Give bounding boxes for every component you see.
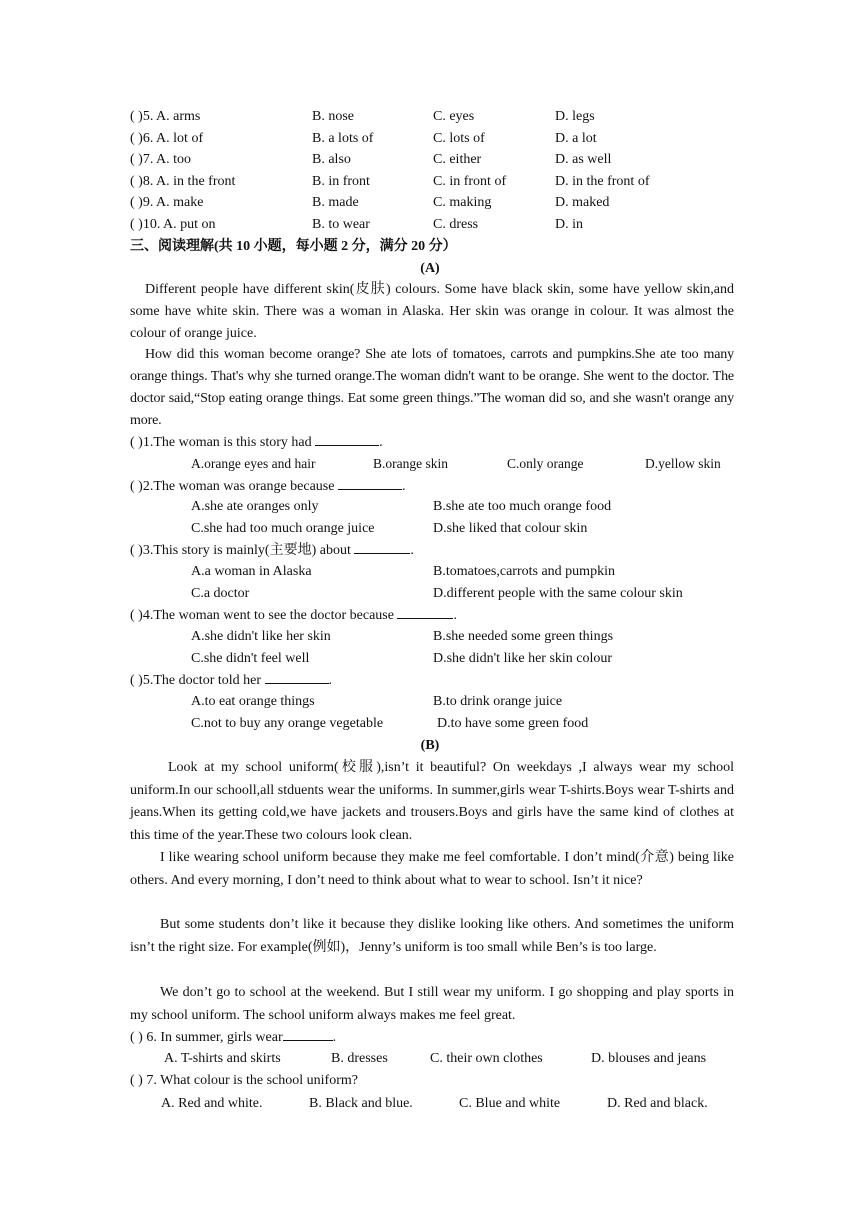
passage-b-label: (B) [420, 738, 440, 753]
option-d: D. blouses and jeans [591, 1051, 707, 1066]
answer-blank [283, 1028, 333, 1041]
option-c: C. either [433, 152, 482, 167]
option-c: C. lots of [433, 131, 485, 146]
option-d: D. a lot [555, 131, 597, 146]
option-c: C. their own clothes [430, 1051, 543, 1066]
option-d: D. maked [555, 195, 610, 210]
option-b: B. also [312, 152, 351, 167]
option-a: A. T-shirts and skirts [164, 1051, 281, 1066]
answer-blank [338, 477, 402, 490]
cloze-item-7: ( )7. A. too [130, 152, 192, 167]
option-a: A.to eat orange things [191, 694, 315, 709]
option-d: D. in the front of [555, 174, 650, 189]
option-c: C.she had too much orange juice [191, 521, 375, 536]
cloze-item-5: ( )5. A. arms [130, 109, 201, 124]
option-c: C. Blue and white [459, 1096, 561, 1111]
answer-blank [265, 671, 329, 684]
question-b-7: ( ) 7. What colour is the school uniform? [130, 1073, 358, 1088]
option-d: D.yellow skin [645, 456, 721, 471]
option-a: A. Red and white. [161, 1096, 263, 1111]
answer-blank [315, 433, 379, 446]
passage-a-paragraph-1: Different people have different skin(皮肤) colours. Some have black skin, some have yellow skin,and some have white skin. There was a woman in Alaska. Her skin was orange in colour. It was almost the colour of orange juice. [130, 282, 734, 341]
option-d: D. Red and black. [607, 1096, 708, 1111]
option-a: A.orange eyes and hair [191, 456, 316, 471]
option-b: B. Black and blue. [309, 1096, 413, 1111]
option-d: D. as well [555, 152, 612, 167]
option-c: C. eyes [433, 109, 475, 124]
option-c: C. dress [433, 217, 479, 232]
option-b: B. a lots of [312, 131, 374, 146]
passage-b-paragraph-1: Look at my school uniform(校服),isn’t it beautiful? On weekdays ,I always wear my school uniform.In our schooll,all stduents wear the uniforms. In summer,girls wear T-shirts.Boys wear T-shirts and jeans.When its getting cold,we have jackets and trousers.Boys and girls have the same kind of clothes at this time of the year.These two colours look clean. [130, 760, 734, 843]
question-a-2: ( )2.The woman was orange because . [130, 479, 406, 494]
passage-b-paragraph-3: But some students don’t like it because they dislike looking like others. And sometimes the uniform isn’t the right size. For example(例如)，Jenny’s uniform is too small while Ben’s is too large. [130, 917, 734, 955]
option-d: D.different people with the same colour skin [433, 586, 683, 601]
option-b: B.she needed some green things [433, 629, 614, 644]
passage-a-label: (A) [420, 261, 440, 276]
option-d: D.she didn't like her skin colour [433, 651, 613, 666]
question-a-5: ( )5.The doctor told her . [130, 673, 333, 688]
option-a: A.she ate oranges only [191, 499, 319, 514]
cloze-item-9: ( )9. A. make [130, 195, 204, 210]
option-c: C.only orange [507, 456, 584, 471]
option-b: B. in front [312, 174, 370, 189]
answer-blank [397, 606, 453, 619]
passage-b-paragraph-4: We don’t go to school at the weekend. But I still wear my uniform. I go shopping and play sports in my school uniform. The school uniform always makes me feel great. [130, 985, 734, 1023]
option-d: D. in [555, 217, 583, 232]
section-title: 三、阅读理解(共 10 小题，每小题 2 分，满分 20 分） [130, 239, 457, 254]
cloze-item-8: ( )8. A. in the front [130, 174, 236, 189]
option-d: D.she liked that colour skin [433, 521, 588, 536]
question-a-1: ( )1.The woman is this story had . [130, 435, 383, 450]
cloze-item-10: ( )10. A. put on [130, 217, 216, 232]
option-c: C.not to buy any orange vegetable [191, 716, 384, 731]
option-a: A.she didn't like her skin [191, 629, 331, 644]
option-b: B. made [312, 195, 359, 210]
option-c: C.she didn't feel well [191, 651, 310, 666]
option-c: C. making [433, 195, 492, 210]
option-c: C. in front of [433, 174, 507, 189]
passage-a-paragraph-2: How did this woman become orange? She ate lots of tomatoes, carrots and pumpkins.She ate too many orange things. That's why she turned orange.The woman didn't want to be orange. She went to the doctor. The doctor said,“Stop eating orange things. Eat some green things.”The woman did so, and she wasn't orange any more. [130, 347, 734, 428]
option-b: B.she ate too much orange food [433, 499, 612, 514]
option-b: B.tomatoes,carrots and pumpkin [433, 564, 615, 579]
option-b: B.to drink orange juice [433, 694, 563, 709]
option-b: B. dresses [331, 1051, 388, 1066]
option-d: D.to have some green food [437, 716, 589, 731]
option-b: B.orange skin [373, 456, 448, 471]
answer-blank [354, 541, 410, 554]
option-a: A.a woman in Alaska [191, 564, 312, 579]
passage-b-paragraph-2: I like wearing school uniform because they make me feel comfortable. I don’t mind(介意) being like others. And every morning, I don’t need to think about what to wear to school. Isn’t it nice? [130, 850, 734, 888]
question-a-3: ( )3.This story is mainly(主要地) about . [130, 543, 414, 558]
question-b-6: ( ) 6. In summer, girls wear . [130, 1030, 337, 1045]
option-d: D. legs [555, 109, 595, 124]
option-b: B. to wear [312, 217, 370, 232]
cloze-item-6: ( )6. A. lot of [130, 131, 204, 146]
question-a-4: ( )4.The woman went to see the doctor because . [130, 608, 457, 623]
option-b: B. nose [312, 109, 354, 124]
option-c: C.a doctor [191, 586, 250, 601]
